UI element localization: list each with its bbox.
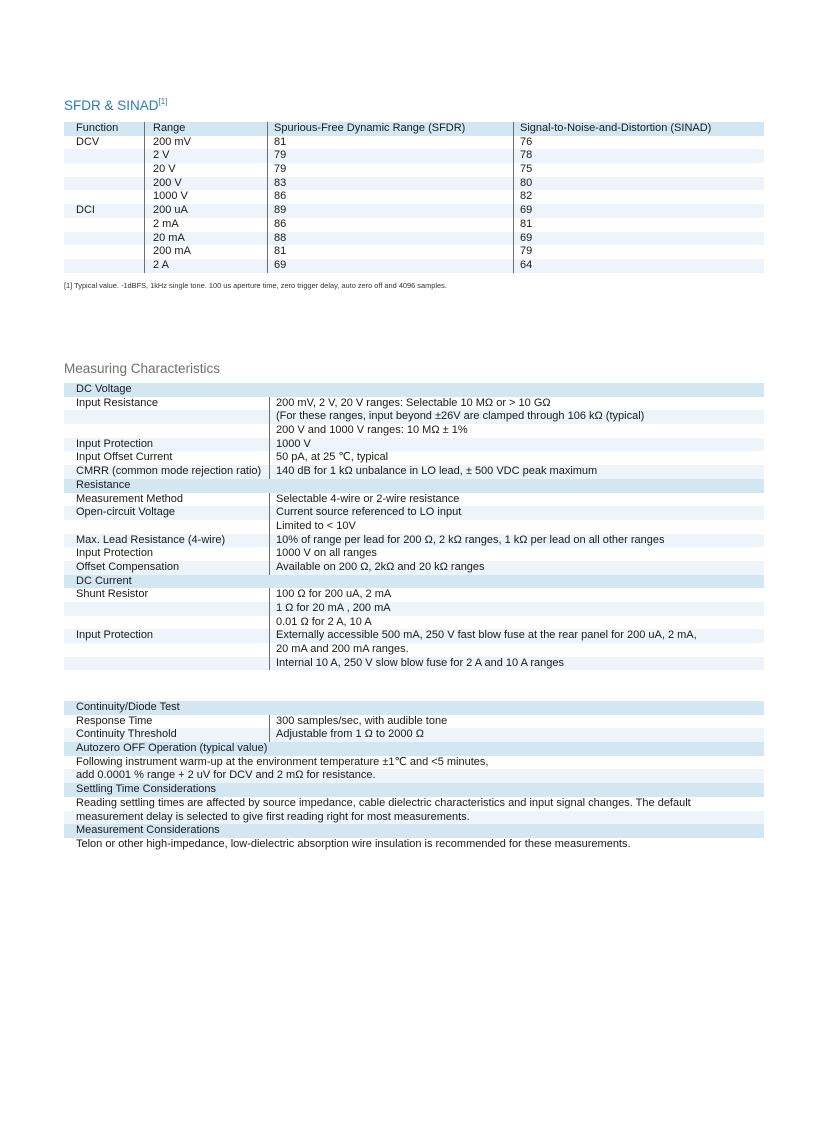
table-cell — [64, 149, 144, 163]
spec-label — [64, 657, 269, 671]
spec-row — [64, 629, 764, 643]
table-cell — [64, 177, 144, 191]
table-cell: 20 mA — [144, 232, 267, 246]
column-header: Function — [76, 122, 119, 134]
table-row — [64, 190, 764, 204]
table-cell — [64, 218, 144, 232]
table-cell: 88 — [267, 232, 513, 246]
column-header: Range — [144, 122, 267, 136]
table-cell: 79 — [513, 245, 764, 259]
table-row — [64, 163, 764, 177]
table-cell — [64, 190, 144, 204]
spec-label: Response Time — [76, 714, 153, 727]
table-cell: 80 — [513, 177, 764, 191]
spec-label: Input Protection — [76, 547, 154, 560]
table-header-row — [64, 122, 764, 136]
spec-label: Input Protection — [76, 629, 154, 642]
spec-value: Limited to < 10V — [269, 520, 764, 534]
spec-value: 200 mV, 2 V, 20 V ranges: Selectable 10 MΩ or > 10 GΩ — [269, 397, 764, 411]
spec-row — [64, 451, 764, 465]
spec-row — [64, 547, 764, 561]
description-row: Telon or other high-impedance, low-dielectric absorption wire insulation is recommended for these measurements. — [76, 837, 631, 850]
spec-label: Continuity Threshold — [76, 728, 177, 741]
spec-value: Externally accessible 500 mA, 250 V fast blow fuse at the rear panel for 200 uA, 2 mA, — [269, 629, 764, 643]
spec-value: (For these ranges, input beyond ±26V are clamped through 106 kΩ (typical) — [269, 410, 764, 424]
table-row — [64, 204, 764, 218]
spec-row — [64, 728, 764, 742]
spec-row — [64, 506, 764, 520]
table-row — [64, 218, 764, 232]
table-cell: DCV — [76, 135, 100, 148]
table-row — [64, 259, 764, 273]
description-row: Reading settling times are affected by source impedance, cable dielectric characteristics and input signal changes. The default — [76, 796, 691, 809]
spec-row — [64, 438, 764, 452]
spec-value: 1000 V on all ranges — [269, 547, 764, 561]
spec-row — [64, 493, 764, 507]
section-header-row: DC Voltage — [64, 383, 764, 397]
sfdr-footnote: [1] Typical value. -1dBFS, 1kHz single tone. 100 us aperture time, zero trigger delay, auto zero off and 4096 samples. — [64, 281, 447, 290]
spec-row — [64, 715, 764, 729]
table-cell — [64, 245, 144, 259]
spec-value: 100 Ω for 200 uA, 2 mA — [269, 588, 764, 602]
table-cell: 20 V — [144, 163, 267, 177]
section-header-row: Measurement Considerations — [64, 824, 764, 838]
spec-row — [64, 657, 764, 671]
spec-value: 20 mA and 200 mA ranges. — [269, 643, 764, 657]
spec-row — [64, 424, 764, 438]
table-cell: 79 — [267, 149, 513, 163]
table-cell: 75 — [513, 163, 764, 177]
table-cell: 78 — [513, 149, 764, 163]
table-cell: 83 — [267, 177, 513, 191]
spec-value: Adjustable from 1 Ω to 2000 Ω — [269, 728, 764, 742]
table-cell: 64 — [513, 259, 764, 273]
table-cell: 86 — [267, 218, 513, 232]
spec-label: Shunt Resistor — [76, 588, 149, 601]
table-row — [64, 136, 764, 150]
spec-row — [64, 465, 764, 479]
table-cell: 69 — [267, 259, 513, 273]
table-cell: 81 — [267, 136, 513, 150]
spec-row — [64, 616, 764, 630]
spec-value: 0.01 Ω for 2 A, 10 A — [269, 616, 764, 630]
spec-value: 1 Ω for 20 mA , 200 mA — [269, 602, 764, 616]
description-row: Following instrument warm-up at the environment temperature ±1℃ and <5 minutes, — [76, 755, 489, 768]
spec-row — [64, 602, 764, 616]
table-cell: 2 A — [144, 259, 267, 273]
spec-label: Max. Lead Resistance (4-wire) — [76, 533, 226, 546]
section-header-row: Continuity/Diode Test — [64, 701, 764, 715]
spec-label — [64, 602, 269, 616]
table-cell: 200 uA — [144, 204, 267, 218]
spec-row — [64, 397, 764, 411]
spec-label — [64, 410, 269, 424]
section-header-row: Autozero OFF Operation (typical value) — [64, 742, 764, 756]
table-cell — [64, 163, 144, 177]
spec-row — [64, 534, 764, 548]
table-cell: 69 — [513, 232, 764, 246]
column-header: Spurious-Free Dynamic Range (SFDR) — [267, 122, 513, 136]
table-cell: DCI — [76, 204, 95, 217]
spec-row — [64, 643, 764, 657]
spec-label: Offset Compensation — [76, 560, 180, 573]
section-header-row: DC Current — [64, 575, 764, 589]
table-cell: 81 — [267, 245, 513, 259]
table-cell: 200 mA — [144, 245, 267, 259]
table-row — [64, 245, 764, 259]
table-cell: 76 — [513, 136, 764, 150]
sfdr-section-title: SFDR & SINAD[1] — [64, 97, 168, 113]
table-cell: 2 V — [144, 149, 267, 163]
table-row — [64, 177, 764, 191]
spec-value: 1000 V — [269, 438, 764, 452]
spec-value: Current source referenced to LO input — [269, 506, 764, 520]
table-cell: 82 — [513, 190, 764, 204]
table-cell: 69 — [513, 204, 764, 218]
table-cell: 79 — [267, 163, 513, 177]
spec-value: Available on 200 Ω, 2kΩ and 20 kΩ ranges — [269, 561, 764, 575]
table-cell: 200 V — [144, 177, 267, 191]
spec-label — [64, 424, 269, 438]
spec-label — [64, 520, 269, 534]
footnote-reference: [1] — [158, 97, 168, 106]
spec-value: 50 pA, at 25 ℃, typical — [269, 451, 764, 465]
description-row: add 0.0001 % range + 2 uV for DCV and 2 mΩ for resistance. — [64, 769, 764, 783]
spec-value: 200 V and 1000 V ranges: 10 MΩ ± 1% — [269, 424, 764, 438]
table-cell — [64, 232, 144, 246]
spec-label: Open-circuit Voltage — [76, 506, 176, 519]
spec-value: 300 samples/sec, with audible tone — [269, 715, 764, 729]
table-cell: 1000 V — [144, 190, 267, 204]
spec-value: 10% of range per lead for 200 Ω, 2 kΩ ranges, 1 kΩ per lead on all other ranges — [269, 534, 764, 548]
table-cell: 2 mA — [144, 218, 267, 232]
spec-label — [64, 643, 269, 657]
description-row: measurement delay is selected to give first reading right for most measurements. — [64, 811, 764, 825]
spec-label: CMRR (common mode rejection ratio) — [76, 465, 262, 478]
spec-value: Selectable 4-wire or 2-wire resistance — [269, 493, 764, 507]
spec-label — [64, 616, 269, 630]
column-header: Signal-to-Noise-and-Distortion (SINAD) — [513, 122, 764, 136]
section-header-row: Settling Time Considerations — [64, 783, 764, 797]
table-row — [64, 149, 764, 163]
table-cell: 81 — [513, 218, 764, 232]
spec-value: Internal 10 A, 250 V slow blow fuse for 2 A and 10 A ranges — [269, 657, 764, 671]
additional-characteristics-table — [64, 701, 764, 852]
table-cell: 200 mV — [144, 136, 267, 150]
table-row — [64, 232, 764, 246]
spec-row — [64, 410, 764, 424]
spec-row — [64, 520, 764, 534]
spec-label: Input Protection — [76, 437, 154, 450]
spec-row — [64, 588, 764, 602]
sfdr-table — [64, 122, 764, 273]
measuring-section-title: Measuring Characteristics — [64, 361, 221, 376]
spec-label: Input Offset Current — [76, 451, 173, 464]
section-header-row: Resistance — [64, 479, 764, 493]
spec-row — [64, 561, 764, 575]
table-cell: 86 — [267, 190, 513, 204]
spec-label: Input Resistance — [76, 396, 158, 409]
table-cell — [64, 259, 144, 273]
measuring-characteristics-table — [64, 383, 764, 670]
spec-value: 140 dB for 1 kΩ unbalance in LO lead, ± 500 VDC peak maximum — [269, 465, 764, 479]
spec-label: Measurement Method — [76, 492, 183, 505]
table-cell: 89 — [267, 204, 513, 218]
